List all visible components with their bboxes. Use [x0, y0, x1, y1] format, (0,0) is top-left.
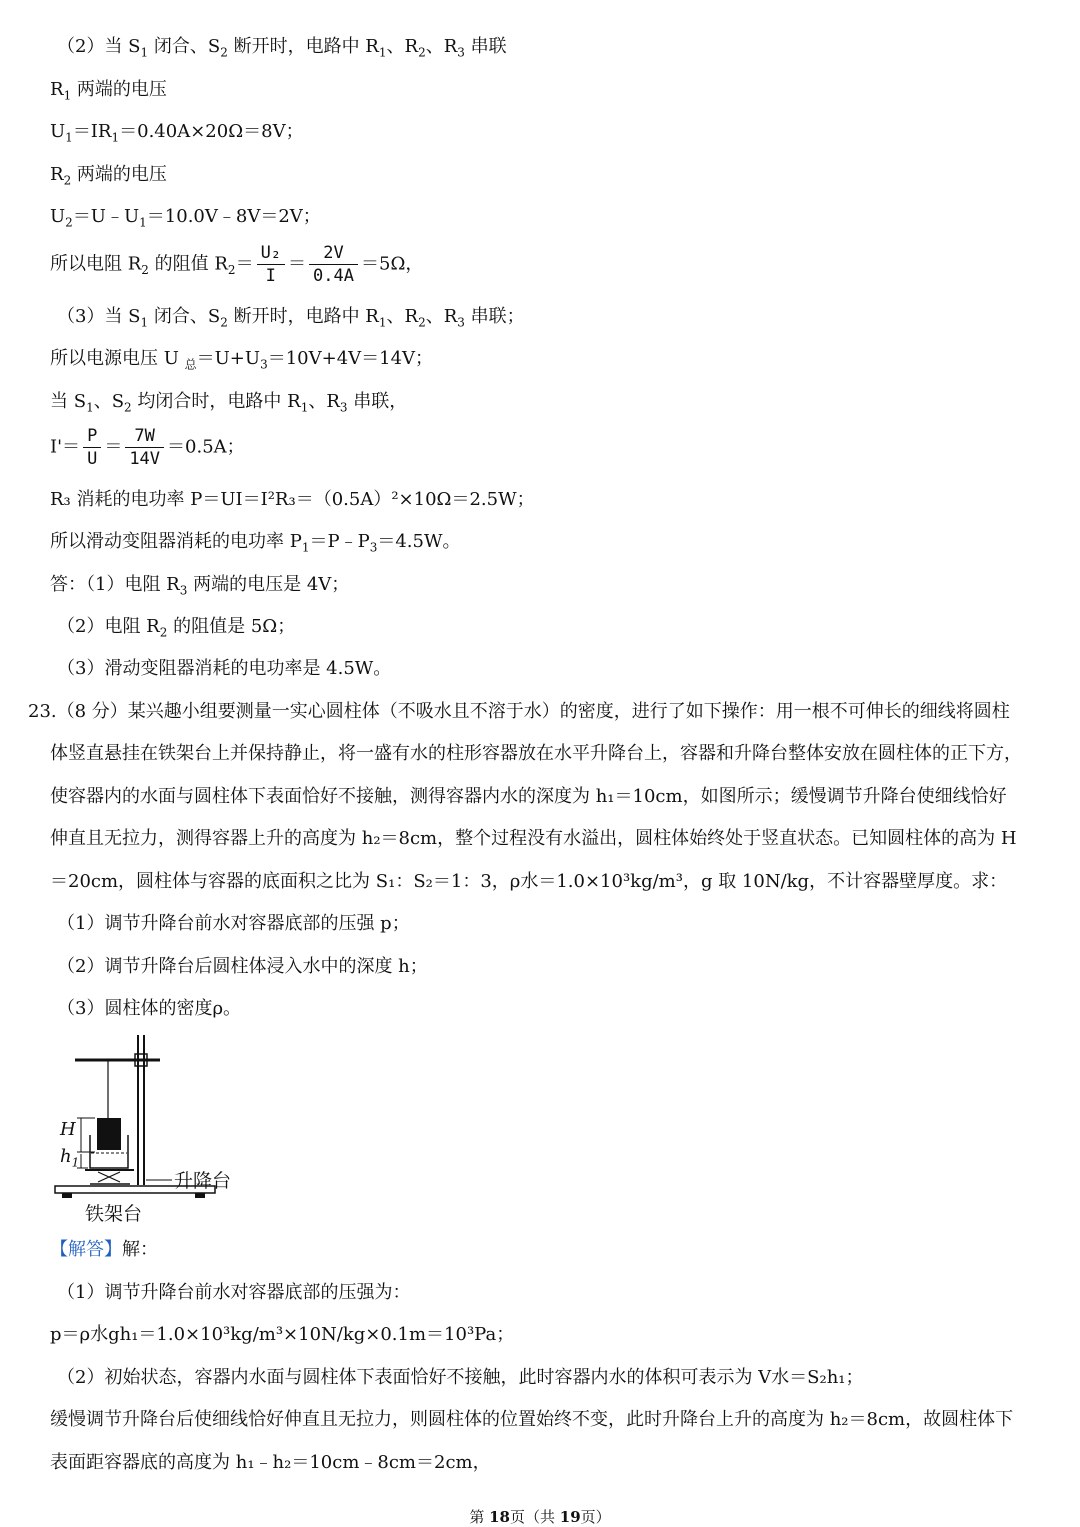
subscript: 1 — [65, 130, 73, 145]
subscript: 2 — [418, 45, 426, 60]
line-text: 、R — [425, 36, 458, 57]
answer-line: 表面距容器底的高度为 h₁﹣h₂＝10cm﹣8cm＝2cm， — [50, 1452, 491, 1473]
line-text: U — [50, 206, 66, 227]
subscript: 总 — [184, 357, 197, 372]
line-text: 两端的电压 — [71, 79, 167, 100]
solution-line-fraction: 所以电阻 $R_2$ 的阻值 $R_2=$ $\frac{\text{U₂}}{I}$ ＝ $\frac{2V}{0.4A}$ ＝5Ω， — [50, 243, 424, 286]
line-text: ＝10.0V﹣8V＝2V； — [146, 206, 321, 227]
solution-line — [50, 78, 167, 102]
answer-line: （1）调节升降台前水对容器底部的压强为： — [57, 1282, 411, 1303]
subscript: 1 — [140, 315, 149, 330]
question-sub: （1）调节升降台前水对容器底部的压强 p； — [57, 913, 410, 934]
line-text: ＝U+U — [196, 348, 261, 369]
line-text: ＝IR — [72, 121, 112, 142]
subscript: 2 — [418, 315, 426, 330]
subscript: 2 — [63, 173, 72, 188]
label-h1: $h_1$ — [60, 1146, 80, 1170]
question-line: 23.（8 分）某兴趣小组要测量一实心圆柱体（不吸水且不溶于水）的密度，进行了如下操作：用一根不可伸长的细线将圆柱 — [28, 701, 1010, 722]
fraction: $\frac{P}{U}$ — [83, 425, 101, 470]
subscript: 3 — [457, 45, 465, 60]
apparatus-figure — [50, 1030, 250, 1230]
line-text: 所以电源电压 U — [50, 348, 185, 369]
line-text: R — [50, 79, 64, 100]
lift-scissor — [98, 1172, 120, 1182]
line-text: 当 S — [50, 391, 87, 412]
subscript: 3 — [339, 400, 348, 415]
subscript: 1 — [378, 315, 387, 330]
subscript: 2 — [159, 625, 168, 640]
subscript: 2 — [220, 45, 228, 60]
solution-line — [50, 530, 461, 554]
line-text: 、R — [308, 391, 340, 412]
answer-line: （3）滑动变阻器消耗的电功率是 4.5W。 — [57, 658, 392, 679]
cylinder — [97, 1118, 121, 1150]
line-text: ＝4.5W。 — [377, 531, 461, 552]
line-text: ＝10V+4V＝14V； — [267, 348, 434, 369]
fraction: $\frac{2V}{0.4A}$ — [309, 242, 358, 287]
line-text: 所以滑动变阻器消耗的电功率 P — [50, 531, 302, 552]
line-text: U — [50, 121, 66, 142]
solution-line — [50, 205, 321, 229]
line-text: 、R — [386, 306, 419, 327]
line-text: 、S — [93, 391, 125, 412]
line-text: 、R — [425, 306, 458, 327]
subscript: 1 — [86, 400, 94, 415]
line-text: 两端的电压是 4V； — [187, 574, 350, 595]
subscript: 1 — [111, 130, 120, 145]
line-text: R — [50, 164, 64, 185]
question-line: 体竖直悬挂在铁架台上并保持静止，将一盛有水的柱形容器放在水平升降台上，容器和升降台整体安放在圆柱体的正下方， — [50, 743, 1022, 764]
line-text: 串联； — [464, 306, 525, 327]
question-line: 使容器内的水面与圆柱体下表面恰好不接触，测得容器内水的深度为 h₁＝10cm，如图所示；缓慢调节升降台使细线恰好 — [50, 786, 1007, 807]
answer-line — [50, 573, 349, 597]
line-text: 断开时，电路中 R — [227, 36, 379, 57]
subscript: 1 — [139, 215, 147, 230]
line-text: 断开时，电路中 R — [227, 306, 379, 327]
question-line: 伸直且无拉力，测得容器上升的高度为 h₂＝8cm，整个过程没有水溢出，圆柱体始终处于竖直状态。已知圆柱体的高为 H — [50, 828, 1017, 849]
label-H: H — [60, 1119, 76, 1140]
question-sub: （2）调节升降台后圆柱体浸入水中的深度 h； — [57, 956, 428, 977]
answer-line: （2）初始状态，容器内水面与圆柱体下表面恰好不接触，此时容器内水的体积可表示为 V水＝S₂h₁； — [57, 1367, 864, 1388]
line-text: 串联， — [347, 391, 408, 412]
answer-line: 缓慢调节升降台后使细线恰好伸直且无拉力，则圆柱体的位置始终不变，此时升降台上升的高度为 h₂＝8cm，故圆柱体下 — [50, 1409, 1014, 1430]
line-text: 的阻值是 5Ω； — [167, 616, 296, 637]
line-text: 串联 — [464, 36, 507, 57]
subscript: 2 — [220, 315, 228, 330]
question-sub: （3）圆柱体的密度ρ。 — [57, 998, 242, 1019]
line-text: 、R — [386, 36, 419, 57]
subscript: 1 — [300, 400, 309, 415]
line-text: ＝U﹣U — [72, 206, 140, 227]
fraction: $\frac{7W}{14V}$ — [125, 425, 164, 470]
subscript: 2 — [65, 215, 73, 230]
solution-line-fraction: I'＝ $\frac{P}{U}$ ＝ $\frac{7W}{14V}$ ＝0.5A； — [50, 426, 245, 469]
subscript: 3 — [260, 357, 268, 372]
answer-line — [57, 615, 295, 639]
solution-line — [57, 35, 507, 59]
question-line: ＝20cm，圆柱体与容器的底面积之比为 S₁：S₂＝1：3，ρ水＝1.0×10³kg/m³，g 取 10N/kg，不计容器壁厚度。求： — [50, 871, 1008, 892]
subscript: 3 — [369, 540, 378, 555]
label-lift: 升降台 — [174, 1170, 232, 1192]
subscript: 3 — [457, 315, 465, 330]
line-text: 均闭合时，电路中 R — [131, 391, 301, 412]
line-text: 两端的电压 — [71, 164, 167, 185]
solution-line — [57, 305, 525, 329]
subscript: 1 — [140, 45, 149, 60]
page-footer: 第 18页（共 19页） — [469, 1508, 611, 1526]
fraction: $\frac{\text{U₂}}{I}$ — [257, 242, 285, 287]
solution-line — [50, 163, 167, 187]
line-text: ＝P﹣P — [309, 531, 370, 552]
line-text: （2）当 S — [57, 36, 141, 57]
line-text: （3）当 S — [57, 306, 141, 327]
solution-line: R₃ 消耗的电功率 P＝UI＝I²R₃＝（0.5A）²×10Ω＝2.5W； — [50, 489, 535, 510]
line-text: 闭合、S — [148, 306, 221, 327]
line-text: （2）电阻 R — [57, 616, 160, 637]
subscript: 1 — [301, 540, 310, 555]
line-text: 闭合、S — [148, 36, 221, 57]
answer-line: p＝ρ水gh₁＝1.0×10³kg/m³×10N/kg×0.1m＝10³Pa； — [50, 1324, 515, 1345]
subscript: 1 — [378, 45, 387, 60]
line-text: ＝0.40A×20Ω＝8V； — [119, 121, 304, 142]
solution-line — [50, 390, 407, 414]
answer-header: 【解答】解： — [50, 1239, 158, 1260]
subscript: 1 — [63, 88, 72, 103]
solution-line — [50, 120, 304, 144]
solution-line — [50, 347, 433, 371]
subscript: 2 — [124, 400, 132, 415]
subscript: 3 — [179, 583, 188, 598]
line-text: 答：（1）电阻 R — [50, 574, 180, 595]
label-stand: 铁架台 — [85, 1203, 143, 1225]
